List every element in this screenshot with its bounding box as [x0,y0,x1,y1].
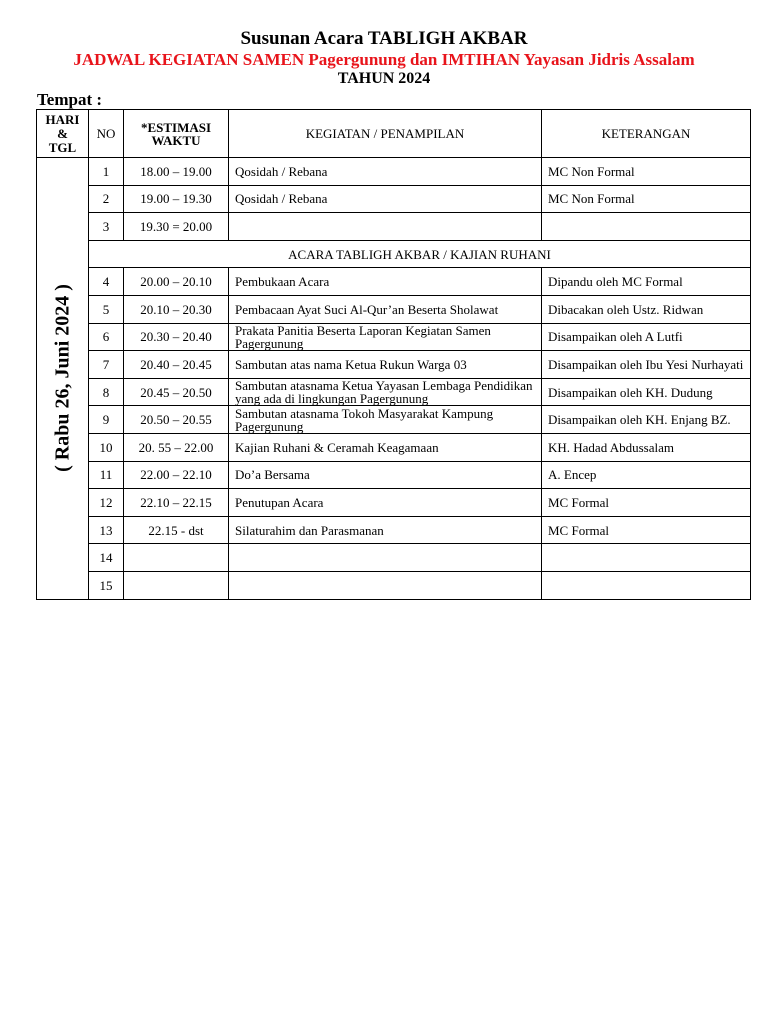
row-keterangan: MC Non Formal [542,158,751,186]
row-keterangan: A. Encep [542,461,751,489]
header-waktu-line2: WAKTU [151,132,201,148]
header-no: NO [89,110,124,158]
row-kegiatan: Qosidah / Rebana [229,158,542,186]
header-waktu-line1: *ESTIMASI [140,119,212,135]
header-keterangan: KETERANGAN [542,110,751,158]
row-number: 1 [89,158,124,186]
table-row [37,213,751,241]
row-waktu: 20.45 – 20.50 [124,378,229,406]
row-keterangan: Dipandu oleh MC Formal [542,268,751,296]
row-keterangan: Dibacakan oleh Ustz. Ridwan [542,295,751,323]
row-keterangan [542,544,751,572]
section-label: ACARA TABLIGH AKBAR / KAJIAN RUHANI [89,240,751,268]
table-row [37,295,751,323]
row-keterangan: MC Formal [542,489,751,517]
row-kegiatan [229,544,542,572]
date-cell [37,158,89,600]
row-waktu: 19.30 = 20.00 [124,213,229,241]
row-waktu: 20.30 – 20.40 [124,323,229,351]
header-waktu [124,110,229,158]
document-title: Susunan Acara TABLIGH AKBAR [240,28,528,49]
row-number: 13 [89,516,124,544]
row-number: 15 [89,571,124,599]
header-kegiatan: KEGIATAN / PENAMPILAN [229,110,542,158]
row-kegiatan: Penutupan Acara [229,489,542,517]
row-waktu: 20.50 – 20.55 [124,406,229,434]
row-number: 2 [89,185,124,213]
row-kegiatan: Sambutan atasnama Tokoh Masyarakat Kampung Pagergunung [229,406,542,434]
row-waktu [124,571,229,599]
row-keterangan: Disampaikan oleh A Lutfi [542,323,751,351]
row-keterangan: Disampaikan oleh KH. Enjang BZ. [542,406,751,434]
header-hari-line1: HARI [45,111,80,127]
table-row [37,516,751,544]
header-hari-tgl [37,110,89,158]
row-keterangan: Disampaikan oleh KH. Dudung [542,378,751,406]
row-number: 4 [89,268,124,296]
row-waktu: 22.00 – 22.10 [124,461,229,489]
row-keterangan: KH. Hadad Abdussalam [542,433,751,461]
row-kegiatan: Silaturahim dan Parasmanan [229,516,542,544]
row-keterangan: MC Non Formal [542,185,751,213]
row-number: 14 [89,544,124,572]
row-number: 8 [89,378,124,406]
row-waktu: 20.10 – 20.30 [124,295,229,323]
table-row [37,461,751,489]
row-number: 5 [89,295,124,323]
table-row [37,433,751,461]
table-row [37,489,751,517]
document-subtitle: JADWAL KEGIATAN SAMEN Pagergunung dan IMTIHAN Yayasan Jidris Assalam [73,50,695,69]
row-kegiatan: Pembukaan Acara [229,268,542,296]
row-keterangan: MC Formal [542,516,751,544]
row-waktu: 22.15 - dst [124,516,229,544]
row-waktu: 20.00 – 20.10 [124,268,229,296]
location-label: Tempat : [37,90,103,109]
row-keterangan [542,571,751,599]
header-hari-line3: TGL [48,139,77,155]
row-waktu: 18.00 – 19.00 [124,158,229,186]
row-waktu [124,544,229,572]
section-row [37,240,751,268]
row-kegiatan: Do’a Bersama [229,461,542,489]
row-kegiatan: Sambutan atas nama Ketua Rukun Warga 03 [229,351,542,379]
row-number: 3 [89,213,124,241]
row-number: 9 [89,406,124,434]
row-kegiatan: Prakata Panitia Beserta Laporan Kegiatan Samen Pagergunung [229,323,542,351]
table-body [37,158,751,600]
table-row [37,544,751,572]
row-waktu: 20.40 – 20.45 [124,351,229,379]
row-waktu: 20. 55 – 22.00 [124,433,229,461]
row-kegiatan: Kajian Ruhani & Ceramah Keagamaan [229,433,542,461]
row-kegiatan: Qosidah / Rebana [229,185,542,213]
row-number: 10 [89,433,124,461]
table-row [37,378,751,406]
row-kegiatan: Pembacaan Ayat Suci Al-Qur’an Beserta Sholawat [229,295,542,323]
row-waktu: 19.00 – 19.30 [124,185,229,213]
table-row [37,323,751,351]
row-number: 7 [89,351,124,379]
table-row [37,351,751,379]
row-kegiatan: Sambutan atasnama Ketua Yayasan Lembaga Pendidikan yang ada di lingkungan Pagergunung [229,378,542,406]
row-keterangan: Disampaikan oleh Ibu Yesi Nurhayati [542,351,751,379]
table-row [37,185,751,213]
table-row [37,158,751,186]
row-number: 12 [89,489,124,517]
row-number: 6 [89,323,124,351]
table-row [37,268,751,296]
row-waktu: 22.10 – 22.15 [124,489,229,517]
table-header-row [37,110,751,158]
table-row [37,406,751,434]
row-kegiatan [229,213,542,241]
table-row [37,571,751,599]
row-number: 11 [89,461,124,489]
schedule-table [36,109,751,600]
header-hari-line2: & [57,125,68,141]
document-year: TAHUN 2024 [337,70,431,87]
date-label: ( Rabu 26, Juni 2024 ) [51,284,73,473]
row-kegiatan [229,571,542,599]
row-keterangan [542,213,751,241]
